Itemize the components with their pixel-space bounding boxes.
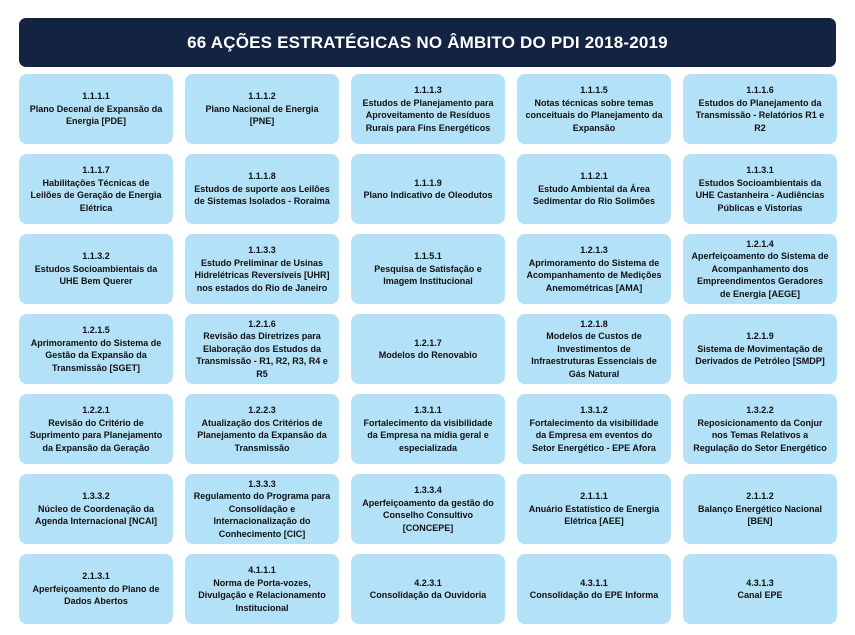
- action-title: Plano Nacional de Energia [PNE]: [205, 103, 319, 127]
- action-title: Pesquisa de Satisfação e Imagem Institucional: [374, 263, 482, 287]
- action-code: 1.1.1.7: [82, 165, 110, 175]
- action-title: Habilitações Técnicas de Leilões de Geração de Energia Elétrica: [30, 177, 162, 213]
- action-card: [683, 74, 837, 144]
- action-card: [185, 154, 339, 224]
- action-title: Modelos de Custos de Investimentos de Infraestruturas Essenciais de Gás Natural: [531, 331, 657, 379]
- action-title: Aprimoramento do Sistema de Gestão da Expansão da Transmissão [SGET]: [30, 337, 162, 373]
- action-card: [185, 554, 339, 624]
- action-title: Aperfeiçoamento do Sistema de Acompanhamento dos Empreendimentos Geradores de Energia [AEGE]: [691, 251, 829, 299]
- action-card: [351, 394, 505, 464]
- action-card: [185, 74, 339, 144]
- action-title: Aperfeiçoamento da gestão do Conselho Consultivo [CONCEPE]: [362, 497, 494, 533]
- action-card: [19, 394, 173, 464]
- action-card: [683, 314, 837, 384]
- action-code: 1.3.1.1: [414, 405, 442, 415]
- action-card: [351, 474, 505, 544]
- action-code: 2.1.3.1: [82, 571, 110, 582]
- action-card: [517, 314, 671, 384]
- action-title: Revisão do Critério de Suprimento para Planejamento da Expansão da Geração: [29, 417, 163, 453]
- action-code: 1.3.3.4: [414, 485, 442, 495]
- action-card: [517, 394, 671, 464]
- action-code: 1.1.1.3: [414, 85, 442, 95]
- action-title: Estudos Socioambientais da UHE Bem Querer: [34, 263, 158, 287]
- action-code: 1.2.1.7: [414, 337, 442, 348]
- action-title: Plano Indicativo de Oleodutos: [363, 190, 493, 200]
- action-title: Sistema de Movimentação de Derivados de Petróleo [SMDP]: [695, 343, 825, 367]
- action-card: [517, 74, 671, 144]
- action-code: 1.2.1.9: [746, 331, 774, 342]
- action-code: 1.1.1.1: [82, 91, 110, 102]
- action-title: Canal EPE: [737, 590, 783, 600]
- action-title: Estudo Ambiental da Área Sedimentar do Rio Solimões: [532, 183, 656, 207]
- action-title: Estudos de suporte aos Leilões de Sistemas Isolados - Roraima: [194, 183, 330, 207]
- page-title: [19, 18, 836, 67]
- action-code: 1.2.1.8: [580, 318, 608, 329]
- action-code: 1.2.2.3: [248, 405, 276, 415]
- action-code: 1.1.3.3: [248, 245, 276, 255]
- action-code: 4.2.3.1: [414, 577, 442, 588]
- page-title-text: 66 AÇÕES ESTRATÉGICAS NO ÂMBITO DO PDI 2018-2019: [187, 32, 668, 52]
- action-card: [683, 394, 837, 464]
- action-card: [19, 234, 173, 304]
- action-code: 1.3.1.2: [580, 405, 608, 415]
- action-card: [517, 474, 671, 544]
- action-card: [19, 154, 173, 224]
- action-code: 1.3.3.2: [82, 491, 110, 502]
- action-card: [351, 314, 505, 384]
- action-code: 1.2.1.4: [746, 238, 774, 249]
- action-code: 1.2.1.3: [580, 245, 608, 255]
- action-code: 1.3.3.3: [248, 478, 276, 489]
- action-card: [351, 74, 505, 144]
- action-code: 2.1.1.2: [746, 491, 774, 502]
- action-card: [683, 154, 837, 224]
- action-card: [517, 554, 671, 624]
- action-title: Estudos do Planejamento da Transmissão - Relatórios R1 e R2: [695, 97, 825, 133]
- action-title: Estudos de Planejamento para Aproveitamento de Resíduos Rurais para Fins Energéticos: [362, 97, 494, 133]
- actions-grid: [19, 74, 836, 624]
- action-card: [517, 154, 671, 224]
- action-code: 1.1.1.2: [248, 91, 276, 102]
- action-title: Notas técnicas sobre temas conceituais do Planejamento da Expansão: [525, 97, 663, 133]
- action-card: [19, 74, 173, 144]
- action-code: 4.1.1.1: [248, 565, 276, 575]
- action-title: Atualização dos Critérios de Planejamento da Expansão da Transmissão: [197, 417, 327, 453]
- action-title: Consolidação do EPE Informa: [529, 590, 659, 600]
- action-code: 4.3.1.1: [580, 577, 608, 588]
- action-code: 1.1.1.5: [580, 85, 608, 95]
- action-title: Revisão das Diretrizes para Elaboração dos Estudos da Transmissão - R1, R2, R3, R4 e R5: [196, 331, 328, 379]
- action-card: [351, 154, 505, 224]
- action-code: 2.1.1.1: [580, 491, 608, 502]
- action-title: Balanço Energético Nacional [BEN]: [697, 503, 823, 527]
- action-card: [19, 554, 173, 624]
- action-card: [351, 234, 505, 304]
- action-title: Núcleo de Coordenação da Agenda Internacional [NCAI]: [34, 503, 157, 527]
- action-title: Aperfeiçoamento do Plano de Dados Abertos: [32, 583, 160, 607]
- action-code: 1.1.1.9: [414, 177, 442, 188]
- action-title: Estudos Socioambientais da UHE Castanheira - Audiências Públicas e Vistorias: [695, 177, 825, 213]
- action-card: [351, 554, 505, 624]
- action-code: 1.2.1.5: [82, 325, 110, 335]
- action-card: [683, 234, 837, 304]
- action-title: Norma de Porta-vozes, Divulgação e Relacionamento Institucional: [198, 577, 326, 613]
- action-title: Estudo Preliminar de Usinas Hidrelétricas Reversíveis [UHR] nos estados do Rio de Janeiro: [194, 257, 330, 293]
- action-code: 4.3.1.3: [746, 577, 774, 588]
- action-title: Reposicionamento da Conjur nos Temas Relativos a Regulação do Setor Energético: [693, 417, 827, 453]
- action-card: [185, 314, 339, 384]
- action-card: [185, 394, 339, 464]
- action-card: [19, 314, 173, 384]
- action-code: 1.1.5.1: [414, 251, 442, 262]
- action-title: Consolidação da Ouvidoria: [369, 590, 487, 600]
- action-title: Regulamento do Programa para Consolidação e Internacionalização do Conhecimento [CIC]: [193, 491, 331, 539]
- action-code: 1.2.1.6: [248, 318, 276, 329]
- action-code: 1.1.3.2: [82, 251, 110, 262]
- action-code: 1.1.2.1: [580, 171, 608, 182]
- action-code: 1.2.2.1: [82, 405, 110, 415]
- action-code: 1.1.1.8: [248, 171, 276, 182]
- action-title: Anuário Estatístico de Energia Elétrica [AEE]: [528, 503, 660, 527]
- action-card: [683, 474, 837, 544]
- action-code: 1.1.3.1: [746, 165, 774, 175]
- action-card: [683, 554, 837, 624]
- action-code: 1.3.2.2: [746, 405, 774, 415]
- action-code: 1.1.1.6: [746, 85, 774, 95]
- action-card: [517, 234, 671, 304]
- action-card: [185, 474, 339, 544]
- action-title: Aprimoramento do Sistema de Acompanhamento de Medições Anemométricas [AMA]: [526, 257, 662, 293]
- action-title: Plano Decenal de Expansão da Energia [PDE]: [29, 103, 163, 127]
- action-title: Fortalecimento da visibilidade da Empresa em eventos do Setor Energético - EPE Afora: [529, 417, 659, 453]
- action-title: Fortalecimento da visibilidade da Empresa na mídia geral e especializada: [363, 417, 493, 453]
- action-card: [185, 234, 339, 304]
- action-title: Modelos do Renovabio: [378, 350, 478, 360]
- action-card: [19, 474, 173, 544]
